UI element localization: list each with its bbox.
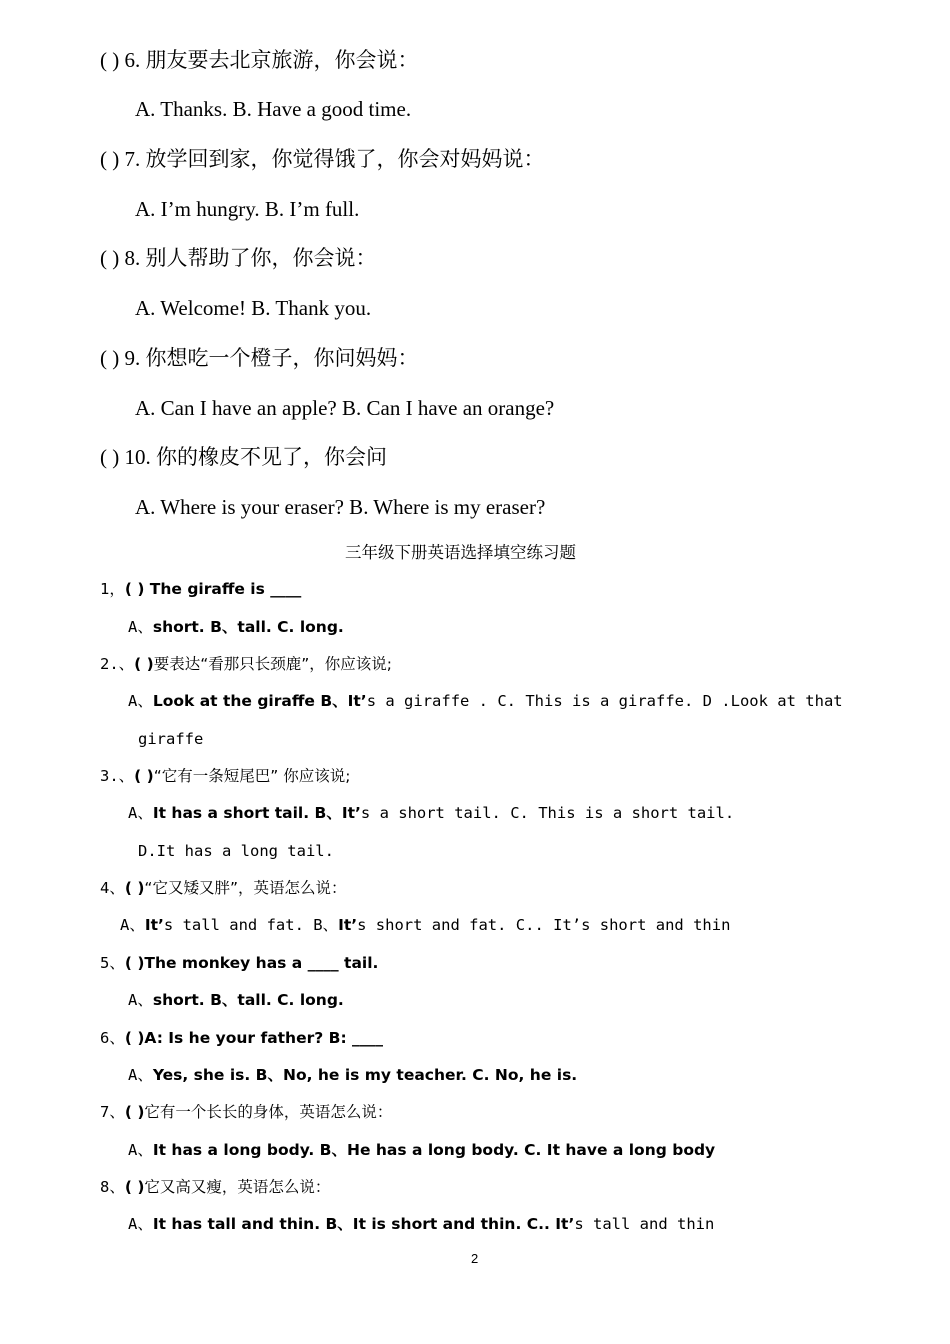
question-10-options: A. Where is your eraser? B. Where is my eraser?: [135, 495, 546, 519]
section-title: 三年级下册英语选择填空练习题: [345, 543, 576, 562]
question-6-options: A. Thanks. B. Have a good time.: [135, 97, 412, 121]
p2-question-4: 4、( )“它又矮又胖”，英语怎么说：: [100, 879, 347, 897]
p2-question-7: 7、( )它有一个长长的身体，英语怎么说：: [100, 1103, 393, 1121]
p2-question-1: 1，( ) The giraffe is ____: [100, 580, 302, 598]
question-6: ( ) 6. 朋友要去北京旅游，你会说：: [100, 48, 419, 72]
p2-question-5-options: A、short. B、tall. C. long.: [128, 991, 344, 1009]
p2-question-6-options: A、Yes, she is. B、No, he is my teacher. C. No, he is.: [128, 1066, 578, 1084]
p2-question-6: 6、( )A: Is he your father? B: ____: [100, 1029, 384, 1047]
p2-question-7-options: A、It has a long body. B、He has a long body. C. It have a long body: [128, 1141, 716, 1159]
p2-question-2: 2.、( )要表达“看那只长颈鹿”，你应该说;: [100, 655, 393, 673]
question-10: ( ) 10. 你的橡皮不见了，你会问: [100, 445, 387, 469]
page-number: 2: [471, 1251, 479, 1266]
question-9-options: A. Can I have an apple? B. Can I have an orange?: [135, 396, 555, 420]
p2-question-4-options: A、It’s tall and fat. B、It’s short and fat. C.. It’s short and thin: [120, 916, 731, 934]
p2-question-3: 3.、( )“它有一条短尾巴” 你应该说;: [100, 767, 351, 785]
question-8: ( ) 8. 别人帮助了你，你会说：: [100, 246, 377, 270]
p2-question-5: 5、( )The monkey has a ____ tail.: [100, 954, 379, 972]
p2-question-8: 8、( )它又高又瘦，英语怎么说：: [100, 1178, 331, 1196]
p2-question-2-options-cont: giraffe: [138, 730, 204, 748]
p2-question-8-options: A、It has tall and thin. B、It is short and thin. C.. It’s tall and thin: [128, 1215, 715, 1233]
question-9: ( ) 9. 你想吃一个橙子，你问妈妈：: [100, 346, 419, 370]
question-7-options: A. I’m hungry. B. I’m full.: [135, 197, 360, 221]
p2-question-3-options-cont: D.It has a long tail.: [138, 842, 334, 860]
p2-question-3-options: A、It has a short tail. B、It’s a short tail. C. This is a short tail.: [128, 804, 735, 822]
question-7: ( ) 7. 放学回到家，你觉得饿了，你会对妈妈说：: [100, 147, 545, 171]
p2-question-2-options: A、Look at the giraffe B、It’s a giraffe . C. This is a giraffe. D .Look at that: [128, 692, 843, 710]
p2-question-1-options: A、short. B、tall. C. long.: [128, 618, 344, 636]
question-8-options: A. Welcome! B. Thank you.: [135, 296, 372, 320]
